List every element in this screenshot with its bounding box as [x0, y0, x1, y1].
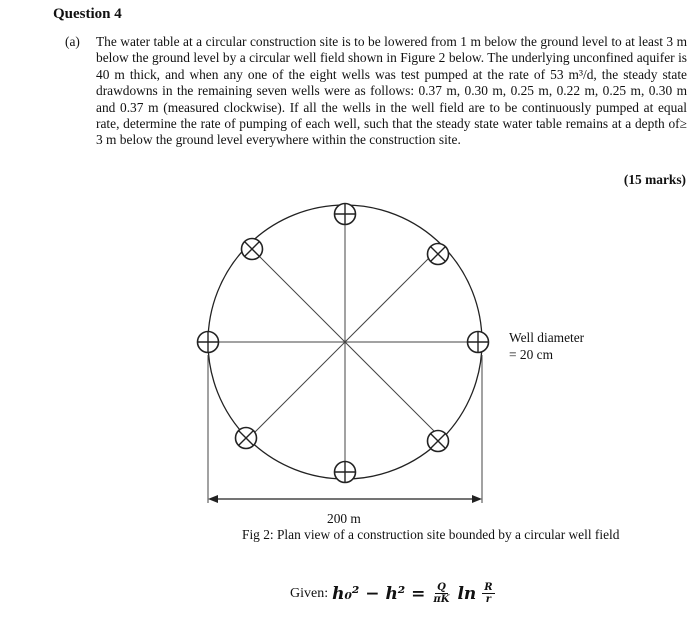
well-diameter-label [509, 329, 584, 363]
well-top-icon [335, 204, 356, 225]
well-diameter-label-line2: = 20 cm [509, 347, 553, 362]
equation-lhs: h₀² − h² = [332, 583, 426, 604]
given-equation [290, 582, 497, 605]
well-bottom-right-icon [428, 431, 449, 452]
well-right-icon [468, 332, 489, 353]
dimension-label: 200 m [327, 511, 361, 526]
question-title: Question 4 [53, 6, 122, 22]
well-left-icon [198, 332, 219, 353]
ln-operator: ln [457, 583, 477, 604]
given-label: Given: [290, 585, 329, 601]
fraction-r-over-r [482, 582, 494, 605]
dimension-arrow-right [472, 495, 482, 503]
fraction-numerator-big-r: R [484, 582, 493, 593]
fraction-denominator-small-r: r [485, 594, 492, 605]
fraction-numerator-q: Q [437, 582, 446, 593]
well-bottom-left-icon [236, 428, 257, 449]
question-text: The water table at a circular construction site is to be lowered from 1 m below the ground level to at least 3 m below the ground level by a circular well field shown in Figure 2 below. The underlying unconfined aquifer is 40 m thick, and when any one of the eight wells was test pumped at the rate of 53 m³/d, the steady state drawdowns in the remaining seven wells were as follows: 0.37 m, 0.30 m, 0.25 m, 0.22 m, 0.25 m, 0.30 m and 0.37 m (measured clockwise). If all the wells in the well field are to be continuously pumped at equal rate, determine the rate of pumping of each well, such that the steady state water table remains at a depth of≥ 3 m below the ground level everywhere within the construction site. [96, 34, 687, 148]
marks-label: (15 marks) [623, 172, 686, 187]
well-diameter-label-line1: Well diameter [509, 330, 585, 345]
figure-caption: Fig 2: Plan view of a construction site bounded by a circular well field [242, 527, 620, 542]
fraction-q-over-pik [431, 582, 451, 605]
well-top-right-icon [428, 244, 449, 265]
fraction-denominator-pik: πK [433, 594, 450, 605]
dimension-arrow-left [208, 495, 218, 503]
well-top-left-icon [242, 239, 263, 260]
well-bottom-icon [335, 462, 356, 483]
part-label: (a) [65, 34, 80, 49]
